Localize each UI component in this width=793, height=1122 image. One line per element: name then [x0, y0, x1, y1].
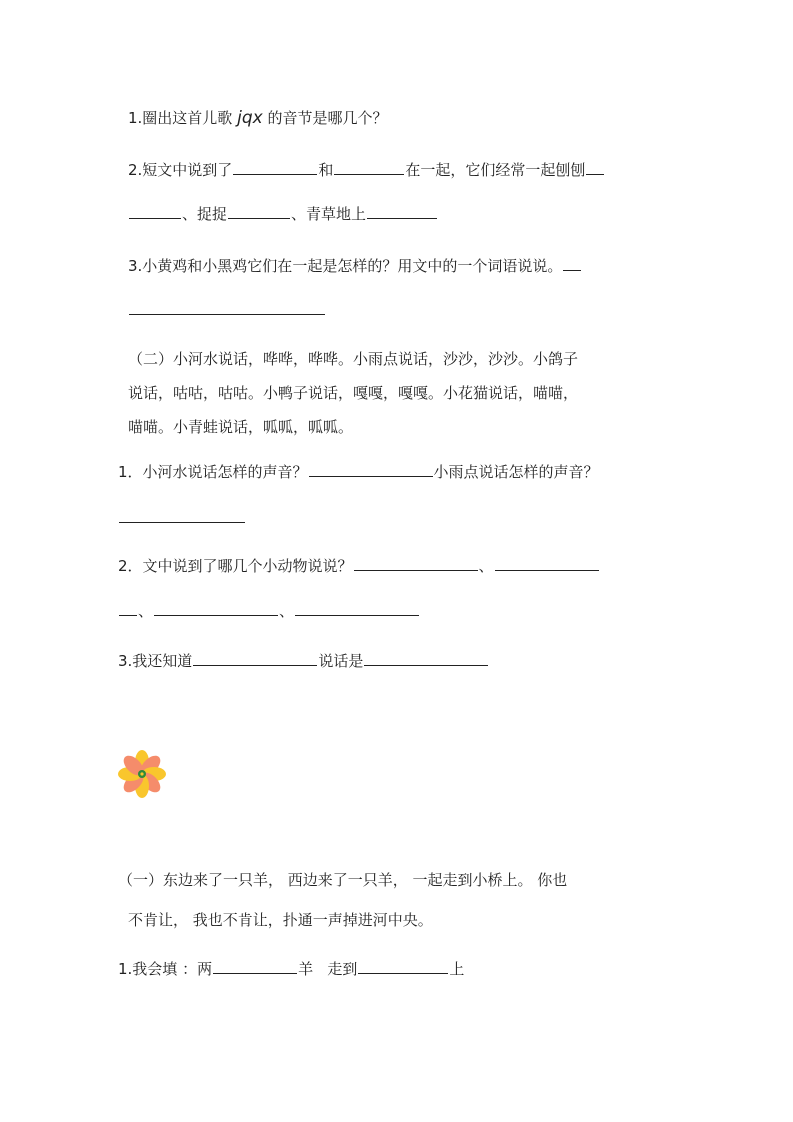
- fill-blank[interactable]: [586, 160, 604, 175]
- passage-2-line2: 说话，咕咕，咕咕。小鸭子说话，嘎嘎，嘎嘎。小花猫说话，喵喵，: [128, 384, 579, 402]
- passage-2-line1: （二）小河水说话，哗哗，哗哗。小雨点说话，沙沙，沙沙。小鸽子: [128, 350, 579, 368]
- fill-blank[interactable]: [358, 959, 448, 974]
- question-2-1: 1．小河水说话怎样的声音？ 小雨点说话怎样的声音？: [118, 463, 599, 481]
- fill-blank[interactable]: [233, 160, 317, 175]
- fill-blank[interactable]: [213, 959, 297, 974]
- fill-blank[interactable]: [364, 651, 488, 666]
- fill-blank[interactable]: [129, 300, 325, 315]
- question-1-1: 1.圈出这首儿歌 jqx 的音节是哪几个？: [128, 108, 388, 128]
- passage-3-line2: 不肯让， 我也不肯让，扑通一声掉进河中央。: [128, 911, 433, 929]
- fill-blank[interactable]: [154, 601, 278, 616]
- question-1-3-cont: [128, 300, 673, 320]
- flower-icon: [117, 749, 167, 799]
- fill-blank[interactable]: [295, 601, 419, 616]
- passage-3-line1: （一）东边来了一只羊， 西边来了一只羊， 一起走到小桥上。 你也: [118, 871, 568, 889]
- question-3-1: 1.我会填 ：两 羊 走到 上: [118, 960, 465, 978]
- question-1-2-cont: 、捉捉 、青草地上: [128, 204, 673, 224]
- fill-blank[interactable]: [129, 204, 181, 219]
- fill-blank[interactable]: [334, 160, 404, 175]
- question-2-2: 2．文中说到了哪几个小动物说说？ 、: [118, 556, 663, 576]
- fill-blank[interactable]: [563, 256, 581, 271]
- pinyin-jqx: jqx: [237, 108, 263, 128]
- fill-blank[interactable]: [228, 204, 290, 219]
- question-1-2: 2.短文中说到了 和 在一起，它们经常一起刨刨: [128, 160, 673, 180]
- fill-blank[interactable]: [354, 556, 478, 571]
- fill-blank[interactable]: [495, 556, 599, 571]
- passage-2-line3: 喵喵。小青蛙说话，呱呱，呱呱。: [128, 418, 354, 436]
- fill-blank[interactable]: [367, 204, 437, 219]
- fill-blank[interactable]: [309, 462, 433, 477]
- question-2-1-cont: [118, 508, 663, 528]
- fill-blank[interactable]: [193, 651, 317, 666]
- fill-blank[interactable]: [119, 508, 245, 523]
- question-2-2-cont: 、 、: [118, 601, 663, 621]
- question-1-3: 3.小黄鸡和小黑鸡它们在一起是怎样的？用文中的一个词语说说。: [128, 256, 673, 276]
- question-2-3: 3.我还知道 说话是: [118, 651, 663, 671]
- fill-blank[interactable]: [119, 601, 137, 616]
